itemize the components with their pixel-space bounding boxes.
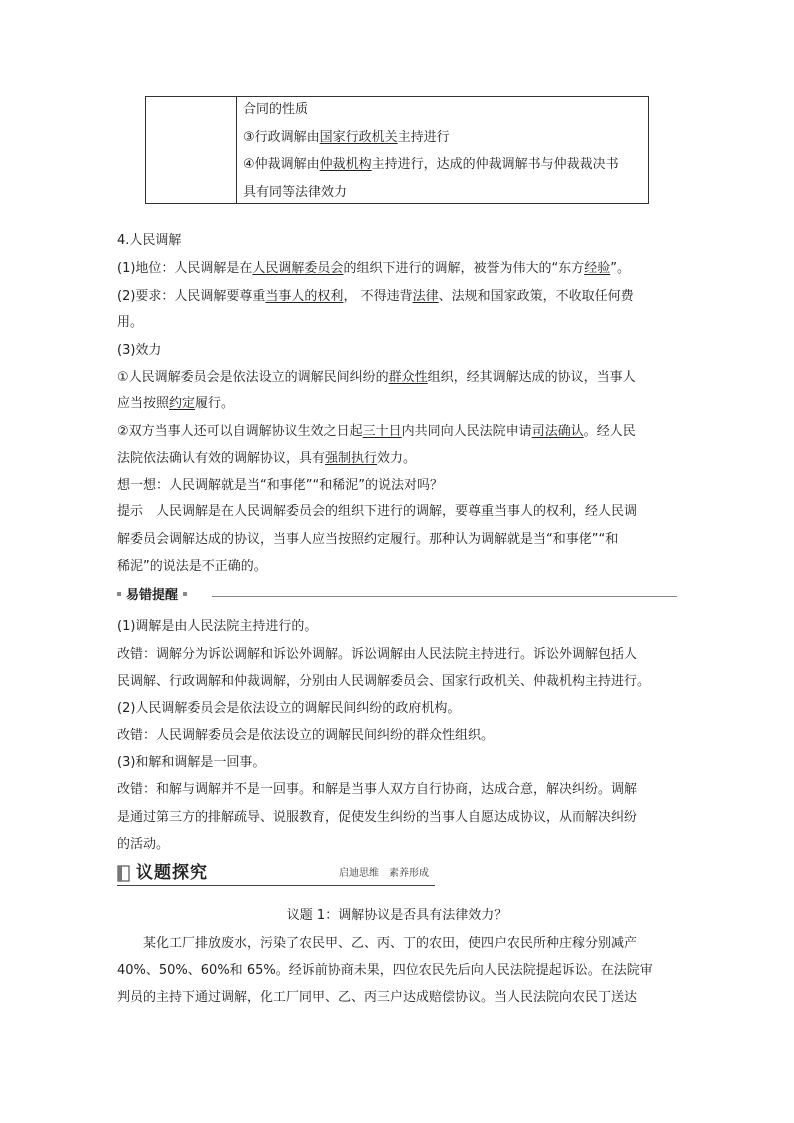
error-fix: 的活动。 <box>117 837 170 852</box>
hint-line: 解委员会调解达成的协议，当事人应当按照约定履行。那种认为调解就是当“和事佬”“和 <box>117 532 619 547</box>
error-item: (2)人民调解委员会是依法设立的调解民间纠纷的政府机构。 <box>117 701 461 716</box>
error-item: (1)调解是由人民法院主持进行的。 <box>117 619 318 634</box>
table-right-cell <box>237 97 648 203</box>
divider <box>212 596 677 597</box>
think-question: 想一想：人民调解就是当“和事佬”“和稀泥”的说法对吗？ <box>117 478 443 493</box>
error-fix: 改错：调解分为诉讼调解和诉讼外调解。诉讼调解由人民法院主持进行。诉讼外调解包括人 <box>117 647 638 662</box>
error-item: (3)和解和调解是一回事。 <box>117 755 266 770</box>
table-left-cell <box>146 97 237 203</box>
error-reminder-header: 易错提醒 <box>117 586 677 606</box>
paragraph-line: (3)效力 <box>117 343 162 358</box>
book-icon <box>117 865 130 882</box>
error-fix: 改错：人民调解委员会是依法设立的调解民间纠纷的群众性组织。 <box>117 728 495 743</box>
bullet-icon <box>183 592 187 596</box>
error-fix: 改错：和解与调解并不是一回事。和解是当事人双方自行协商，达成合意，解决纠纷。调解 <box>117 782 638 797</box>
bullet-icon <box>117 592 121 596</box>
banner-title: 议题探究 <box>136 863 208 883</box>
paragraph-line: 某化工厂排放废水，污染了农民甲、乙、丙、丁的农田，使四户农民所种庄稼分别减产 <box>117 936 638 951</box>
paragraph-line: 用。 <box>117 315 144 330</box>
content-table <box>145 96 649 204</box>
section-heading: 4.人民调解 <box>117 233 182 248</box>
error-fix: 是通过第三方的排解疏导、说服教育，促使发生纠纷的当事人自愿达成协议，从而解决纠纷 <box>117 810 638 825</box>
hint-line: 提示 人民调解是在人民调解委员会的组织下进行的调解，要尊重当事人的权利，经人民调 <box>117 504 638 519</box>
paragraph-line: 应当按照约定履行。 <box>117 396 235 411</box>
topic-question: 议题 1：调解协议是否具有法律效力？ <box>286 908 508 923</box>
paragraph-line: (2)要求：人民调解要尊重当事人的权利， 不得违背法律、法规和国家政策，不收取任何费 <box>117 289 634 304</box>
paragraph-line: (1)地位：人民调解是在人民调解委员会的组织下进行的调解，被誉为伟大的“东方经验”。 <box>117 261 630 276</box>
divider <box>117 885 435 886</box>
table-line: 具有同等法律效力 <box>243 184 348 200</box>
table-line: ③行政调解由国家行政机关主持进行 <box>243 129 450 145</box>
paragraph-line: ①人民调解委员会是依法设立的调解民间纠纷的群众性组织，经其调解达成的协议，当事人 <box>117 370 636 385</box>
table-line: ④仲裁调解由仲裁机构主持进行，达成的仲裁调解书与仲裁裁决书 <box>243 157 619 172</box>
banner-subtitle: 启迪思维 素养形成 <box>339 868 429 879</box>
paragraph-line: 法院依法确认有效的调解协议，具有强制执行效力。 <box>117 451 417 466</box>
hint-line: 稀泥”的说法是不正确的。 <box>117 559 267 574</box>
error-fix: 民调解、行政调解和仲裁调解，分别由人民调解委员会、国家行政机关、仲裁机构主持进行。 <box>117 674 651 689</box>
topic-banner <box>117 862 435 886</box>
paragraph-line: 40%、50%、60%和 65%。经诉前协商未果，四位农民先后向人民法院提起诉讼。在法院审 <box>117 963 653 978</box>
paragraph-line: 判员的主持下通过调解，化工厂同甲、乙、丙三户达成赔偿协议。当人民法院向农民丁送达 <box>117 990 638 1005</box>
paragraph-line: ②双方当事人还可以自调解协议生效之日起三十日内共同向人民法院申请司法确认。经人民 <box>117 424 636 439</box>
table-line: 合同的性质 <box>243 102 309 117</box>
